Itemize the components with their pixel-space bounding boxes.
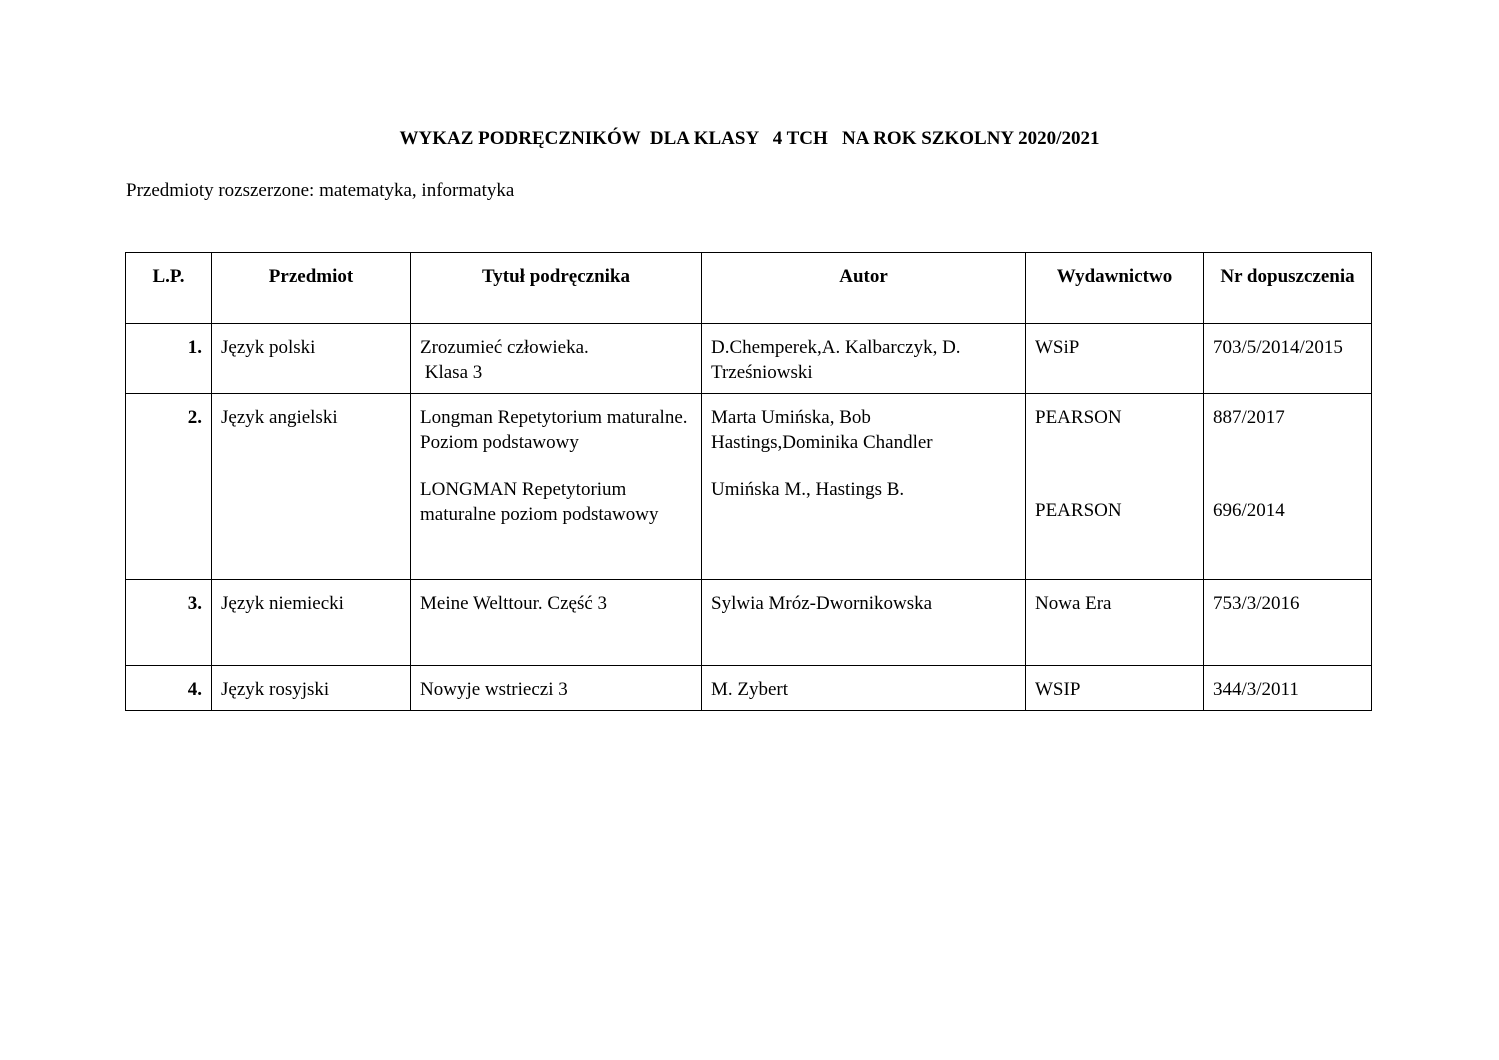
row-author	[702, 394, 1026, 580]
row-publisher-entry: PEARSON	[1035, 407, 1122, 428]
header-subject: Przedmiot	[212, 253, 411, 324]
table-row	[126, 324, 1372, 394]
row-title-line: Zrozumieć człowieka.	[420, 337, 589, 358]
row-title-entry: LONGMAN Repetytorium maturalne poziom podstawowy	[420, 479, 659, 525]
header-title: Tytuł podręcznika	[411, 253, 702, 324]
row-publisher: WSIP	[1026, 666, 1204, 711]
row-lp: 4.	[126, 666, 212, 711]
header-lp: L.P.	[126, 253, 212, 324]
row-author-entry: Marta Umińska, Bob Hastings,Dominika Chandler	[711, 407, 933, 453]
row-lp: 2.	[126, 394, 212, 580]
row-publisher	[1026, 394, 1204, 580]
row-subject: Język angielski	[212, 394, 411, 580]
header-publisher: Wydawnictwo	[1026, 253, 1204, 324]
row-title: Meine Welttour. Część 3	[411, 580, 702, 666]
row-title-line: Klasa 3	[420, 362, 483, 383]
header-number: Nr dopuszczenia	[1204, 253, 1372, 324]
row-number: 753/3/2016	[1204, 580, 1372, 666]
row-publisher: WSiP	[1026, 324, 1204, 394]
row-number: 344/3/2011	[1204, 666, 1372, 711]
table-row	[126, 580, 1372, 666]
row-number	[1204, 394, 1372, 580]
row-publisher-entry: PEARSON	[1035, 500, 1122, 521]
row-title	[411, 324, 702, 394]
row-author: M. Zybert	[702, 666, 1026, 711]
document-title: WYKAZ PODRĘCZNIKÓW DLA KLASY 4 TCH NA ROK SZKOLNY 2020/2021	[399, 128, 1100, 149]
row-lp: 1.	[126, 324, 212, 394]
extended-subjects-note: Przedmioty rozszerzone: matematyka, informatyka	[126, 180, 515, 201]
table-row	[126, 394, 1372, 580]
table-row	[126, 666, 1372, 711]
textbook-table	[125, 252, 1372, 711]
row-subject: Język rosyjski	[212, 666, 411, 711]
row-subject: Język polski	[212, 324, 411, 394]
row-title	[411, 394, 702, 580]
row-lp: 3.	[126, 580, 212, 666]
row-author-entry: Umińska M., Hastings B.	[711, 479, 905, 500]
row-title-entry: Longman Repetytorium maturalne. Poziom podstawowy	[420, 407, 688, 453]
row-number-entry: 696/2014	[1213, 500, 1285, 521]
row-title: Nowyje wstrieczi 3	[411, 666, 702, 711]
row-author: D.Chemperek,A. Kalbarczyk, D. Trześniowski	[702, 324, 1026, 394]
row-publisher: Nowa Era	[1026, 580, 1204, 666]
header-author: Autor	[702, 253, 1026, 324]
row-author: Sylwia Mróz-Dwornikowska	[702, 580, 1026, 666]
row-number: 703/5/2014/2015	[1204, 324, 1372, 394]
row-number-entry: 887/2017	[1213, 407, 1285, 428]
row-subject: Język niemiecki	[212, 580, 411, 666]
table-header-row	[126, 253, 1372, 324]
